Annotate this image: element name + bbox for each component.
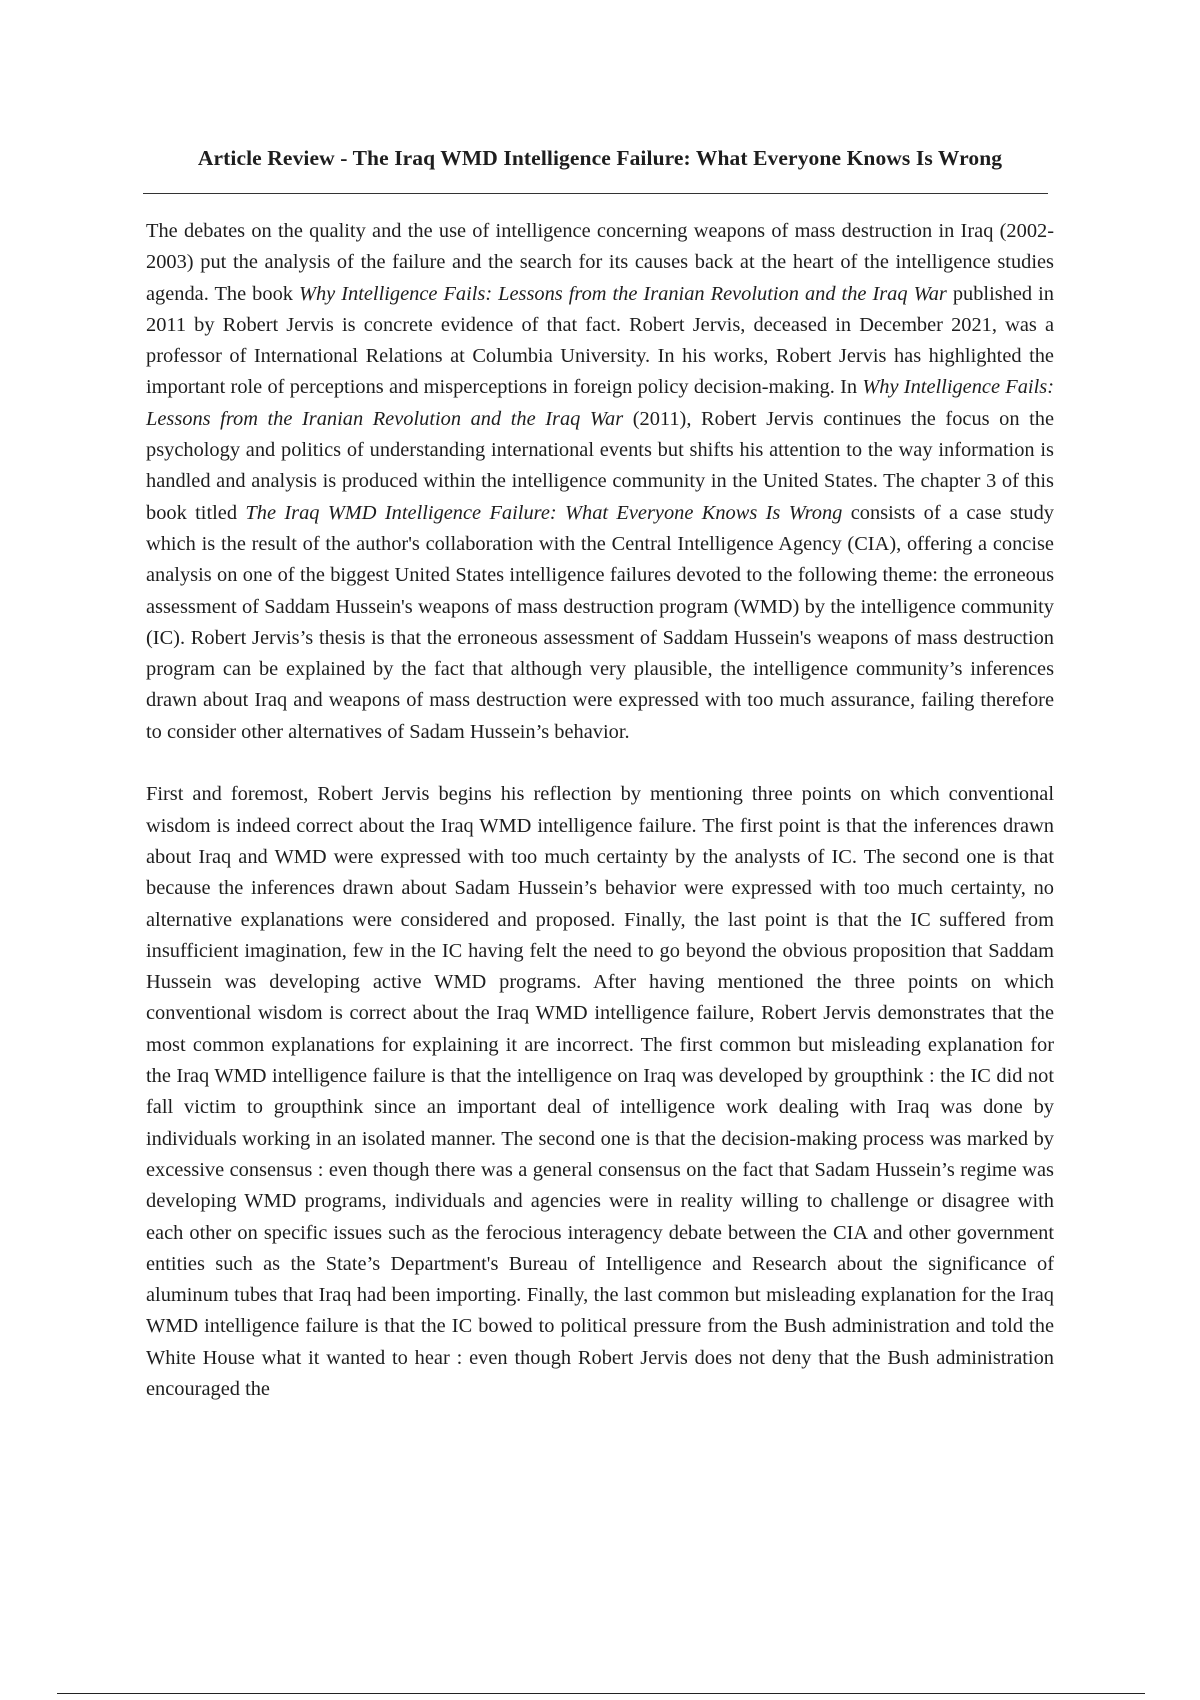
paragraph-1 bbox=[146, 216, 1054, 748]
paragraph-1-run-5: (2011), Robert Jervis continues the focus on the psychology and politics of understanding international events but shifts his attention to the way information is handled and analysis is produced within the intelligence community in the United States. The chapter 3 of this book titled bbox=[146, 407, 1055, 524]
chapter-title-reference: The Iraq WMD Intelligence Failure: What Everyone Knows Is Wrong bbox=[245, 501, 843, 524]
paragraph-1-run-7: consists of a case study which is the result of the author's collaboration with the Central Intelligence Agency (CIA), offering a concise analysis on one of the biggest United States intelligence failures devoted to the following theme: the erroneous assessment of Saddam Hussein's weapons of mass destruction program (WMD) by the intelligence community (IC). Robert Jervis’s thesis is that the erroneous assessment of Saddam Hussein's weapons of mass destruction program can be explained by the fact that although very plausible, the intelligence community’s inferences drawn about Iraq and weapons of mass destruction were expressed with too much assurance, failing therefore to consider other alternatives of Sadam Hussein’s behavior. bbox=[146, 501, 1055, 743]
book-title-reference-2: Why Intelligence Fails: Lessons from the Iranian Revolution and the Iraq War bbox=[146, 376, 1054, 430]
paragraph-1-run-1: The debates on the quality and the use of intelligence concerning weapons of mass destruction in Iraq (2002-2003) put the analysis of the failure and the search for its causes back at the heart of the intelligence studies agenda. The book bbox=[146, 220, 1054, 305]
document-title: Article Review - The Iraq WMD Intelligence Failure: What Everyone Knows Is Wrong bbox=[197, 146, 1003, 170]
paragraph-2-run-1: First and foremost, Robert Jervis begins his reflection by mentioning three points on which conventional wisdom is indeed correct about the Iraq WMD intelligence failure. The first point is that the inferences drawn about Iraq and WMD were expressed with too much certainty by the analysts of IC. The second one is that because the inferences drawn about Sadam Hussein’s behavior were expressed with too much certainty, no alternative explanations were considered and proposed. Finally, the last point is that the IC suffered from insufficient imagination, few in the IC having felt the need to go beyond the obvious proposition that Saddam Hussein was developing active WMD programs. After having mentioned the three points on which conventional wisdom is correct about the Iraq WMD intelligence failure, Robert Jervis demonstrates that the most common explanations for explaining it are incorrect. The first common but misleading explanation for the Iraq WMD intelligence failure is that the intelligence on Iraq was developed by groupthink : the IC did not fall victim to groupthink since an important deal of intelligence work dealing with Iraq was done by individuals working in an isolated manner. The second one is that the decision-making process was marked by excessive consensus : even though there was a general consensus on the fact that Sadam Hussein’s regime was developing WMD programs, individuals and agencies were in reality willing to challenge or disagree with each other on specific issues such as the ferocious interagency debate between the CIA and other government entities such as the State’s Department's Bureau of Intelligence and Research about the significance of aluminum tubes that Iraq had been importing. Finally, the last common but misleading explanation for the Iraq WMD intelligence failure is that the IC bowed to political pressure from the Bush administration and told the White House what it wanted to hear : even though Robert Jervis does not deny that the Bush administration encouraged the bbox=[146, 783, 1054, 1400]
paragraph-1-run-3: published in 2011 by Robert Jervis is concrete evidence of that fact. Robert Jervis, deceased in December 2021, was a professor of International Relations at Columbia University. In his works, Robert Jervis has highlighted the important role of perceptions and misperceptions in foreign policy decision-making. In bbox=[146, 282, 1054, 399]
page-bottom-rule bbox=[57, 1693, 1145, 1694]
title-underline bbox=[143, 193, 1048, 194]
document-body bbox=[146, 216, 1054, 1405]
book-title-reference-1: Why Intelligence Fails: Lessons from the Iranian Revolution and the Iraq War bbox=[298, 282, 947, 305]
paragraph-2 bbox=[146, 779, 1054, 1405]
